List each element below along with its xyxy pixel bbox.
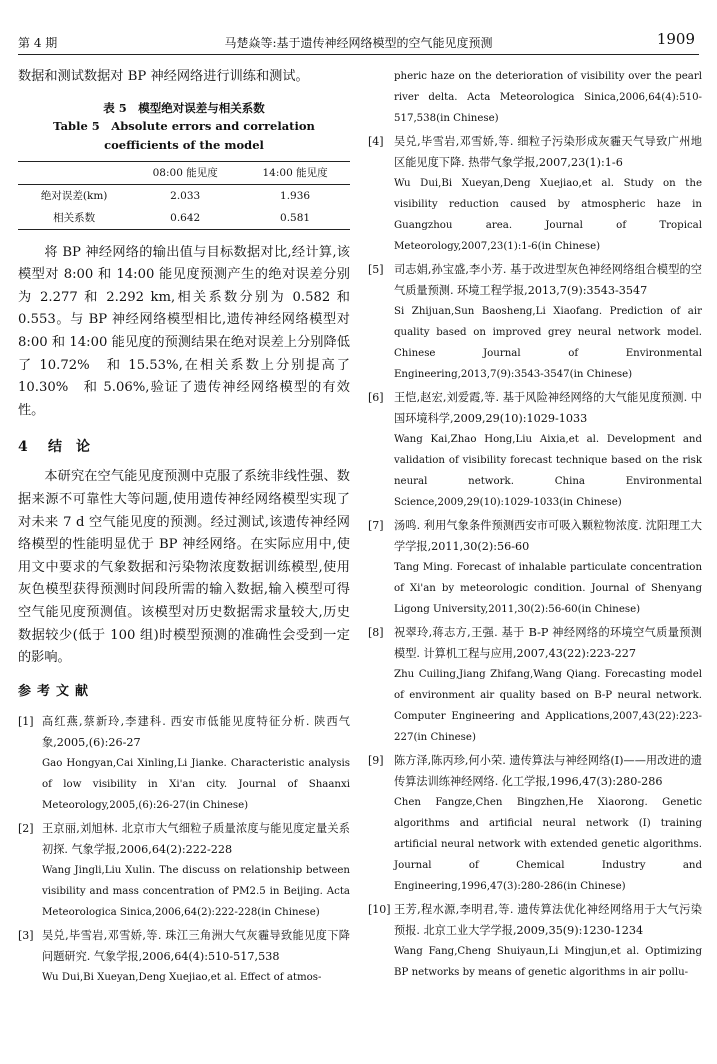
reference-en: Wang Kai,Zhao Hong,Liu Aixia,et al. Development and validation of visibility forecast technique based on the risk neural network. China Environmental Science,2009,29(10):1029-1033(in Chinese) bbox=[394, 434, 702, 508]
reference-en: Wang Jingli,Liu Xulin. The discuss on relationship between visibility and mass concentration of PM2.5 in Beijing. Acta Meteorologica Sinica,2006,64(2):222-228(in Chinese) bbox=[42, 864, 350, 918]
reference-cn: 高红燕,蔡新玲,李建科. 西安市低能见度特征分析. 陕西气象,2005,(6):26-27 bbox=[42, 714, 350, 749]
reference-item bbox=[368, 750, 702, 897]
reference-item bbox=[368, 899, 702, 983]
table-header-cell bbox=[18, 161, 130, 184]
section-number: 4 bbox=[18, 439, 28, 456]
reference-cn: 王恺,赵宏,刘爱霞,等. 基于风险神经网络的大气能见度预测. 中国环境科学,2009,29(10):1029-1033 bbox=[394, 391, 702, 425]
reference-number: [9] bbox=[368, 754, 384, 767]
reference-en: Gao Hongyan,Cai Xinling,Li Jianke. Characteristic analysis of low visibility in Xi'an city. Journal of Shaanxi Meteorology,2005,(6):26-27(in Chinese) bbox=[42, 757, 350, 811]
reference-cn: 王芳,程水源,李明君,等. 遗传算法优化神经网络用于大气污染预报. 北京工业大学学报,2009,35(9):1230-1234 bbox=[394, 903, 702, 937]
table-cell: 相关系数 bbox=[18, 207, 130, 230]
header-rule bbox=[18, 54, 699, 55]
table-caption-en-line1: Table 5 Absolute errors and correlation bbox=[53, 118, 315, 133]
reference-en: Wang Fang,Cheng Shuiyaun,Li Mingjun,et al. Optimizing BP networks by means of genetic algorithms in air pollu- bbox=[394, 946, 702, 978]
reference-en: Chen Fangze,Chen Bingzhen,He Xiaorong. Genetic algorithms and artificial neural network (I) training artificial neural network with extended genetic algorithms. Journal of Chemical Industry and Engineering,1996,47(3):280-286(in Chinese) bbox=[394, 797, 702, 892]
table-cell: 2.033 bbox=[130, 184, 240, 207]
table-header-cell: 14:00 能见度 bbox=[240, 161, 350, 184]
reference-cn: 陈方泽,陈丙珍,何小荣. 遗传算法与神经网络(I)——用改进的遗传算法训练神经网络. 化工学报,1996,47(3):280-286 bbox=[394, 754, 702, 788]
reference-en: Tang Ming. Forecast of inhalable particulate concentration of Xi'an by meteorologic condition. Journal of Shenyang Ligong University,2011,30(2):56-60(in Chinese) bbox=[394, 562, 702, 615]
reference-cn: 吴兑,毕雪岩,邓雪娇,等. 珠江三角洲大气灰霾导致能见度下降问题研究. 气象学报,2006,64(4):510-517,538 bbox=[42, 928, 350, 963]
reference-cn: 司志娟,孙宝盛,李小芳. 基于改进型灰色神经网络组合模型的空气质量预测. 环境工程学报,2013,7(9):3543-3547 bbox=[394, 263, 702, 297]
reference-number: [6] bbox=[368, 391, 384, 404]
table-cell: 0.642 bbox=[130, 207, 240, 230]
reference-en: Wu Dui,Bi Xueyan,Deng Xuejiao,et al. Study on the visibility reduction caused by atmospheric haze in Guangzhou area. Journal of Tropical Meteorology,2007,23(1):1-6(in Chinese) bbox=[394, 178, 702, 252]
left-column bbox=[18, 66, 350, 990]
reference-en: Zhu Cuiling,Jiang Zhifang,Wang Qiang. Forecasting model of environment air quality based on B-P neural network. Computer Engineering and Applications,2007,43(22):223-227(in Chinese) bbox=[394, 669, 702, 743]
reference-number: [8] bbox=[368, 626, 384, 639]
running-title: 马楚焱等:基于遗传神经网络模型的空气能见度预测 bbox=[224, 36, 493, 50]
table-caption-cn: 表 5 模型绝对误差与相关系数 bbox=[103, 100, 265, 115]
reference-number: [3] bbox=[18, 928, 34, 942]
reference-number: [4] bbox=[368, 135, 384, 148]
results-table bbox=[18, 161, 350, 230]
issue-label: 第 4 期 bbox=[18, 36, 58, 50]
reference-continuation bbox=[368, 66, 702, 129]
reference-en: Si Zhijuan,Sun Baosheng,Li Xiaofang. Prediction of air quality based on improved grey neural network model. Chinese Journal of Environmental Engineering,2013,7(9):3543-3547(in Chinese) bbox=[394, 306, 702, 380]
reference-item bbox=[368, 387, 702, 513]
page-number: 1909 bbox=[656, 30, 695, 48]
reference-number: [1] bbox=[18, 714, 34, 728]
intro-text: 数据和测试数据对 BP 神经网络进行训练和测试。 bbox=[18, 69, 309, 84]
table-cell: 0.581 bbox=[240, 207, 350, 230]
reference-number: [2] bbox=[18, 821, 34, 835]
reference-item bbox=[368, 131, 702, 257]
conclusion-paragraph: 本研究在空气能见度预测中克服了系统非线性强、数据来源不可靠性大等问题,使用遗传神经网络模型实现了对未来 7 d 空气能见度的预测。经过测试,该遗传神经网络模型的性能明显优于 BP 神经网络。在实际应用中,使用文中要求的气象数据和污染物浓度数据训练模型,使用灰色模型获得预测时间段所需的输入数据,输入模型可得空气能见度预测值。该模型对历史数据需求量较大,历史数据较少(低于 100 组)时模型预测的准确性会受到一定的影响。 bbox=[18, 469, 350, 666]
reference-item bbox=[18, 711, 350, 816]
table-caption-en-line2: coefficients of the model bbox=[104, 137, 264, 152]
reference-en: Wu Dui,Bi Xueyan,Deng Xuejiao,et al. Effect of atmos- bbox=[42, 971, 322, 983]
reference-en: pheric haze on the deterioration of visibility over the pearl river delta. Acta Meteorologica Sinica,2006,64(4):510-517,538(in Chinese) bbox=[394, 71, 702, 124]
table-header-cell: 08:00 能见度 bbox=[130, 161, 240, 184]
reference-item bbox=[368, 622, 702, 748]
reference-item bbox=[368, 259, 702, 385]
table-row bbox=[18, 207, 350, 230]
section-title: 结 论 bbox=[48, 439, 90, 456]
table-cell: 1.936 bbox=[240, 184, 350, 207]
right-column bbox=[368, 66, 702, 985]
table-row bbox=[18, 184, 350, 207]
reference-cn: 祝翠玲,蒋志方,王强. 基于 B-P 神经网络的环境空气质量预测模型. 计算机工程与应用,2007,43(22):223-227 bbox=[394, 626, 702, 660]
comparison-paragraph: 将 BP 神经网络的输出值与目标数据对比,经计算,该模型对 8:00 和 14:00 能见度预测产生的绝对误差分别为 2.277 和 2.292 km,相关系数分别为 0.582 和 0.553。与 BP 神经网络模型相比,遗传神经网络模型对 8:00 和 14:00 能见度的预测结果在绝对误差上分别降低了 10.72% 和 15.53%,在相关系数上分别提高了 10.30% 和 5.06%,验证了遗传神经网络模型的有效性。 bbox=[18, 244, 350, 418]
reference-item bbox=[368, 515, 702, 620]
reference-number: [5] bbox=[368, 263, 384, 276]
reference-cn: 汤鸣. 利用气象条件预测西安市可吸入颗粒物浓度. 沈阳理工大学学报,2011,30(2):56-60 bbox=[394, 519, 702, 553]
reference-cn: 王京丽,刘旭林. 北京市大气细粒子质量浓度与能见度定量关系初探. 气象学报,2006,64(2):222-228 bbox=[42, 821, 350, 856]
references-heading: 参考文献 bbox=[18, 683, 95, 699]
table-header-row bbox=[18, 161, 350, 184]
table-cell: 绝对误差(km) bbox=[18, 184, 130, 207]
reference-item bbox=[18, 818, 350, 923]
reference-number: [7] bbox=[368, 519, 384, 532]
reference-number: [10] bbox=[368, 903, 391, 916]
section-heading bbox=[18, 436, 350, 456]
reference-item bbox=[18, 925, 350, 988]
running-header bbox=[18, 30, 699, 52]
reference-cn: 吴兑,毕雪岩,邓雪娇,等. 细粒子污染形成灰霾天气导致广州地区能见度下降. 热带气象学报,2007,23(1):1-6 bbox=[394, 135, 702, 169]
